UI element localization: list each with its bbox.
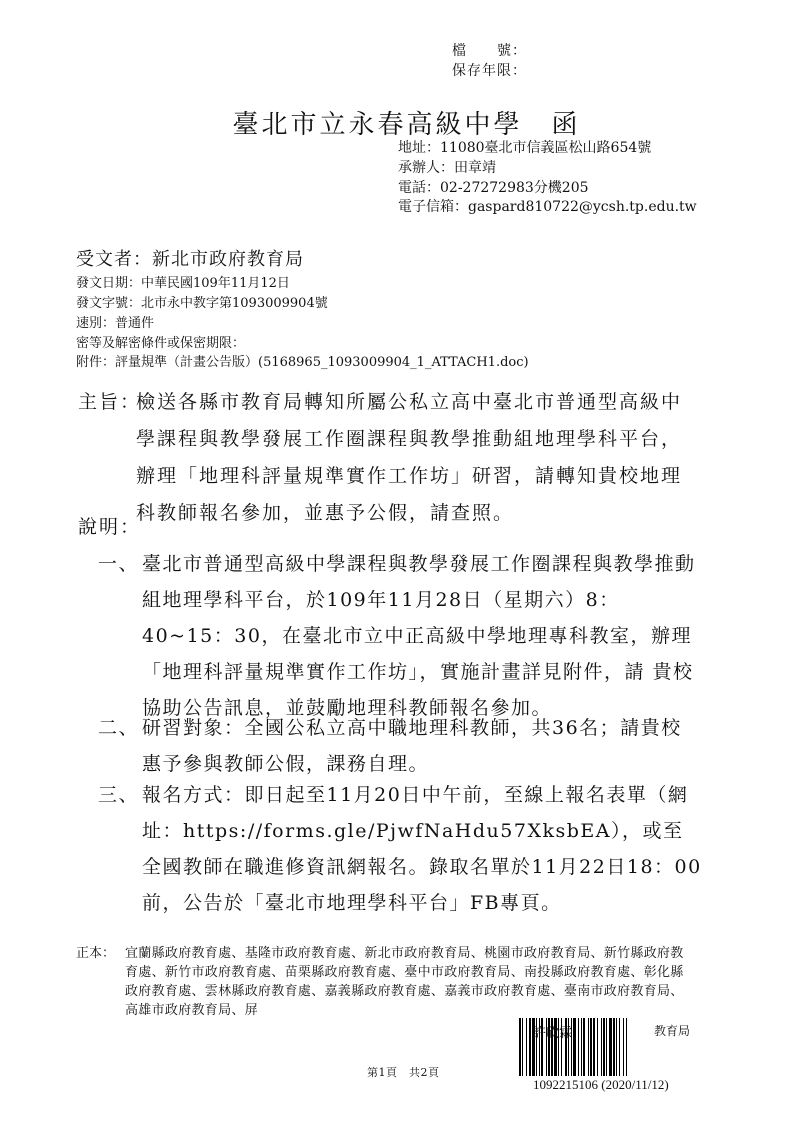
issue-date: 發文日期：中華民國109年11月12日	[76, 276, 290, 291]
sender-handler: 承辦人：田章靖	[398, 160, 496, 176]
secrecy-level: 密等及解密條件或保密期限：	[76, 336, 246, 351]
sender-phone: 電話：02-27272983分機205	[398, 180, 589, 196]
stamp-user: 許欣霖	[533, 1026, 573, 1041]
subject-label: 主旨：	[78, 391, 142, 413]
recipient: 受文者：新北市政府教育局	[76, 249, 304, 270]
page-number: 第1頁 共2頁	[367, 1066, 440, 1079]
issue-number: 發文字號：北市永中教字第1093009904號	[76, 296, 328, 311]
copies-text: 宜蘭縣政府教育處、基隆市政府教育處、新北市政府教育局、桃園市政府教育局、新竹縣政府教育處、新竹市政府教育處、苗栗縣政府教育處、臺中市政府教育局、南投縣政府教育處、彰化縣政府教育處、雲林縣政府教育處、嘉義縣政府教育處、嘉義市政府教育處、臺南市政府教育局、高雄市政府教育局、屏	[125, 946, 684, 1018]
barcode-number: 1092215106 (2020/11/12)	[533, 1077, 669, 1092]
item-number: 一、	[98, 553, 140, 575]
copies-label: 正本：	[76, 946, 116, 961]
item-number: 三、	[98, 784, 140, 806]
explanation-item-3	[98, 777, 708, 921]
attachment: 附件：評量規準（計畫公告版）(5168965_1093009904_1_ATTACH1.doc)	[76, 355, 529, 370]
file-number-label: 檔 號：	[452, 43, 527, 59]
explanation-item-1	[98, 546, 708, 726]
sender-email: 電子信箱：gaspard810722@ycsh.tp.edu.tw	[398, 199, 697, 215]
explanation-label: 說明：	[78, 516, 142, 538]
item-text: 報名方式：即日起至11月20日中午前，至線上報名表單（網址：https://forms.gle/PjwfNaHdu57XksbEA），或至全國教師在職進修資訊網報名。錄取名單於11月22日18：00前，公告於「臺北市地理學科平台」FB專頁。	[142, 784, 702, 914]
delivery-speed: 速別：普通件	[76, 316, 155, 331]
sender-address: 地址：11080臺北市信義區松山路654號	[398, 140, 652, 156]
explanation-item-2	[98, 710, 708, 782]
subject-text: 檢送各縣市教育局轉知所屬公私立高中臺北市普通型高級中學課程與教學發展工作圈課程與教學推動組地理學科平台，辦理「地理科評量規準實作工作坊」研習，請轉知貴校地理科教師報名參加，並惠予公假，請查照。	[136, 391, 683, 524]
page-title: 臺北市立永春高級中學 函	[232, 110, 581, 140]
item-number: 二、	[98, 717, 140, 739]
item-text: 研習對象：全國公私立高中職地理科教師，共36名；請貴校惠予參與教師公假，課務自理。	[142, 717, 682, 775]
item-text: 臺北市普通型高級中學課程與教學發展工作圈課程與教學推動組地理學科平台，於109年11月28日（星期六）8：40~15：30，在臺北市立中正高級中學地理專科教室，辦理「地理科評量規準實作工作坊」，實施計畫詳見附件，請 貴校協助公告訊息，並鼓勵地理科教師報名參加。	[142, 553, 696, 719]
stamp-org: 教育局	[654, 1024, 691, 1038]
retention-period-label: 保存年限：	[452, 63, 527, 79]
